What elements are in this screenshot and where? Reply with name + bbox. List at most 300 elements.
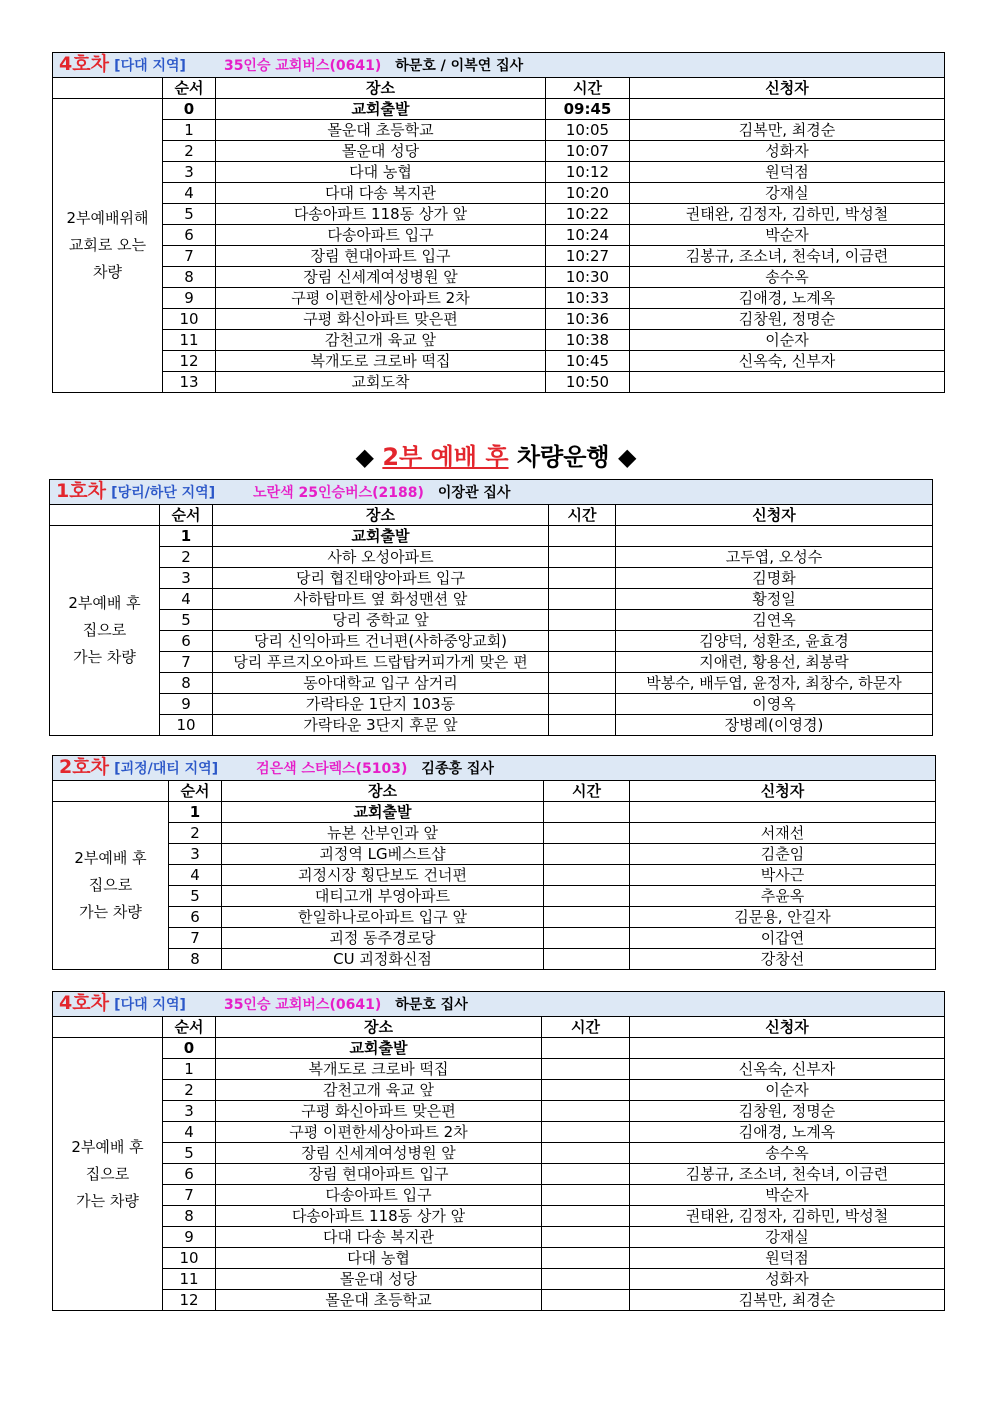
section-title-highlight: 2부 예배 후	[382, 443, 509, 471]
schedule-table	[52, 52, 945, 393]
row-applicant: 박사근	[630, 865, 936, 886]
table-row	[50, 715, 933, 736]
row-time	[542, 1248, 630, 1269]
column-header-time: 시간	[542, 1017, 630, 1038]
row-applicant: 박봉수, 배두엽, 윤정자, 최창수, 하문자	[616, 673, 933, 694]
row-time: 10:05	[546, 120, 630, 141]
row-place: 다송아파트 입구	[216, 1185, 542, 1206]
table-header-row	[53, 53, 945, 78]
table-row	[53, 1248, 945, 1269]
row-place: 교회도착	[216, 372, 546, 393]
table-row	[53, 120, 945, 141]
column-header-place: 장소	[216, 1017, 542, 1038]
row-order: 10	[163, 309, 216, 330]
group-label-line: 가는 차량	[79, 903, 142, 921]
table-header-row	[53, 756, 936, 781]
row-order: 1	[163, 120, 216, 141]
column-header-row	[50, 505, 933, 526]
table-row	[50, 526, 933, 547]
row-order: 7	[163, 246, 216, 267]
table-row	[53, 351, 945, 372]
row-place: 교회출발	[216, 99, 546, 120]
schedule-table-car2	[52, 755, 935, 970]
row-applicant	[630, 1038, 945, 1059]
table-row	[53, 141, 945, 162]
schedule-table	[52, 755, 936, 970]
table-row	[53, 802, 936, 823]
row-place: 몰운대 성당	[216, 141, 546, 162]
row-order: 5	[160, 610, 213, 631]
row-place: 당리 푸르지오아파트 드랍탑커피가게 맞은 편	[213, 652, 549, 673]
schedule-table-car4-morning	[52, 52, 944, 393]
table-row	[50, 631, 933, 652]
column-header-blank	[53, 78, 163, 99]
table-row	[50, 589, 933, 610]
row-time	[544, 907, 630, 928]
column-header-applicant: 신청자	[630, 78, 945, 99]
table-row	[53, 162, 945, 183]
row-order: 9	[160, 694, 213, 715]
row-time	[544, 802, 630, 823]
schedule-table	[52, 991, 945, 1311]
row-time	[542, 1269, 630, 1290]
row-order: 8	[163, 1206, 216, 1227]
row-applicant: 이영옥	[616, 694, 933, 715]
driver-label: 이장관 집사	[437, 485, 511, 501]
row-time: 10:38	[546, 330, 630, 351]
row-applicant: 김복만, 최경순	[630, 120, 945, 141]
column-header-time: 시간	[549, 505, 616, 526]
table-row	[53, 1227, 945, 1248]
row-time: 10:30	[546, 267, 630, 288]
driver-label: 김종홍 집사	[421, 761, 494, 777]
row-applicant: 김봉규, 조소녀, 천숙녀, 이금련	[630, 1164, 945, 1185]
group-label-line: 집으로	[82, 621, 127, 639]
table-row	[53, 204, 945, 225]
row-place: 당리 협진태양아파트 입구	[213, 568, 549, 589]
car-number: 4호차	[59, 992, 109, 1014]
table-row	[53, 844, 936, 865]
table-header	[53, 992, 945, 1017]
row-place: 동아대학교 입구 삼거리	[213, 673, 549, 694]
row-place: 다대 다송 복지관	[216, 183, 546, 204]
row-order: 10	[163, 1248, 216, 1269]
table-row	[50, 547, 933, 568]
row-order: 0	[163, 99, 216, 120]
row-applicant: 추윤옥	[630, 886, 936, 907]
row-time	[544, 865, 630, 886]
row-time: 10:07	[546, 141, 630, 162]
row-order: 4	[160, 589, 213, 610]
row-order: 10	[160, 715, 213, 736]
row-applicant: 권태완, 김정자, 김하민, 박성철	[630, 1206, 945, 1227]
row-applicant: 김창원, 정명순	[630, 1101, 945, 1122]
row-place: 장림 현대아파트 입구	[216, 246, 546, 267]
table-row	[53, 865, 936, 886]
row-applicant: 이순자	[630, 330, 945, 351]
row-place: 교회출발	[222, 802, 544, 823]
column-header-time: 시간	[546, 78, 630, 99]
row-order: 9	[163, 288, 216, 309]
row-order: 3	[160, 568, 213, 589]
row-time	[549, 673, 616, 694]
table-row	[53, 823, 936, 844]
group-label-line: 교회로 오는	[68, 236, 147, 254]
row-time	[549, 526, 616, 547]
row-order: 7	[169, 928, 222, 949]
row-place: 가락타운 3단지 후문 앞	[213, 715, 549, 736]
row-place: 복개도로 크로바 떡집	[216, 1059, 542, 1080]
table-row	[53, 907, 936, 928]
group-label-line: 집으로	[88, 876, 133, 894]
group-label	[50, 526, 160, 736]
area-label: [다대 지역]	[114, 58, 186, 74]
schedule-table	[49, 479, 933, 736]
row-time	[549, 652, 616, 673]
group-label-line: 2부예배 후	[74, 849, 147, 867]
row-applicant: 김봉규, 조소녀, 천숙녀, 이금련	[630, 246, 945, 267]
row-place: 장림 현대아파트 입구	[216, 1164, 542, 1185]
driver-label: 하문호 / 이복연 집사	[395, 58, 524, 74]
row-applicant: 김애경, 노계옥	[630, 1122, 945, 1143]
vehicle-label: 노란색 25인승버스(2188)	[253, 485, 424, 501]
row-place: 당리 중학교 앞	[213, 610, 549, 631]
table-row	[53, 1122, 945, 1143]
table-row	[50, 673, 933, 694]
row-place: 교회출발	[216, 1038, 542, 1059]
row-place: 다대 다송 복지관	[216, 1227, 542, 1248]
column-header-order: 순서	[163, 78, 216, 99]
schedule-table-car1	[49, 479, 932, 736]
column-header-place: 장소	[222, 781, 544, 802]
table-header	[53, 756, 936, 781]
row-time: 10:24	[546, 225, 630, 246]
group-label-line: 2부예배 후	[68, 594, 141, 612]
row-time	[542, 1227, 630, 1248]
car-number: 1호차	[56, 480, 106, 502]
section-title-rest: 차량운행	[516, 443, 610, 471]
group-label-line: 2부예배 후	[71, 1137, 144, 1156]
row-place: 다송아파트 입구	[216, 225, 546, 246]
row-place: 한일하나로아파트 입구 앞	[222, 907, 544, 928]
row-order: 1	[160, 526, 213, 547]
row-order: 3	[163, 162, 216, 183]
column-header-place: 장소	[216, 78, 546, 99]
row-order: 3	[169, 844, 222, 865]
table-row	[53, 886, 936, 907]
row-applicant: 김연옥	[616, 610, 933, 631]
row-place: 당리 신익아파트 건너편(사하중앙교회)	[213, 631, 549, 652]
row-order: 6	[160, 631, 213, 652]
table-row	[53, 928, 936, 949]
row-place: 구평 이편한세상아파트 2차	[216, 288, 546, 309]
row-applicant: 지애련, 황용선, 최봉락	[616, 652, 933, 673]
row-place: 사하탑마트 옆 화성맨션 앞	[213, 589, 549, 610]
row-order: 5	[163, 1143, 216, 1164]
group-label-line: 가는 차량	[73, 648, 136, 666]
table-row	[53, 1101, 945, 1122]
table-row	[53, 1206, 945, 1227]
row-place: 괴정시장 횡단보도 건너편	[222, 865, 544, 886]
row-order: 12	[163, 351, 216, 372]
row-time	[549, 694, 616, 715]
row-applicant: 고두엽, 오성수	[616, 547, 933, 568]
vehicle-label: 35인승 교회버스(0641)	[223, 997, 382, 1013]
row-order: 2	[169, 823, 222, 844]
row-applicant: 김춘임	[630, 844, 936, 865]
row-time: 10:27	[546, 246, 630, 267]
row-order: 1	[169, 802, 222, 823]
row-applicant: 김양덕, 성환조, 윤효경	[616, 631, 933, 652]
area-label: [괴정/대티 지역]	[114, 761, 219, 777]
row-time	[549, 547, 616, 568]
row-order: 2	[163, 1080, 216, 1101]
row-applicant: 신옥숙, 신부자	[630, 351, 945, 372]
row-applicant: 강창선	[630, 949, 936, 970]
column-header-row	[53, 78, 945, 99]
row-place: 감천고개 육교 앞	[216, 330, 546, 351]
column-header-place: 장소	[213, 505, 549, 526]
table-row	[53, 246, 945, 267]
table-row	[53, 183, 945, 204]
row-place: 가락타운 1단지 103동	[213, 694, 549, 715]
row-applicant: 김애경, 노계옥	[630, 288, 945, 309]
row-order: 6	[163, 1164, 216, 1185]
table-header	[53, 53, 945, 78]
row-time	[542, 1101, 630, 1122]
row-order: 8	[160, 673, 213, 694]
row-place: 교회출발	[213, 526, 549, 547]
row-place: 몰운대 초등학교	[216, 120, 546, 141]
row-place: 뉴본 산부인과 앞	[222, 823, 544, 844]
group-label-line: 집으로	[85, 1164, 130, 1183]
table-row	[53, 267, 945, 288]
area-label: [당리/하단 지역]	[111, 485, 216, 501]
row-applicant: 박순자	[630, 1185, 945, 1206]
row-applicant: 강재실	[630, 1227, 945, 1248]
diamond-left-icon: ◆	[355, 443, 374, 471]
row-applicant: 장병례(이영경)	[616, 715, 933, 736]
row-order: 8	[169, 949, 222, 970]
row-time	[544, 928, 630, 949]
row-applicant	[630, 99, 945, 120]
row-place: 몰운대 초등학교	[216, 1290, 542, 1311]
row-order: 2	[160, 547, 213, 568]
column-header-applicant: 신청자	[616, 505, 933, 526]
row-applicant: 박순자	[630, 225, 945, 246]
row-order: 4	[163, 1122, 216, 1143]
row-time	[549, 715, 616, 736]
row-place: 구평 이편한세상아파트 2차	[216, 1122, 542, 1143]
row-applicant: 김문용, 안길자	[630, 907, 936, 928]
row-applicant: 성화자	[630, 1269, 945, 1290]
table-header	[50, 480, 933, 505]
group-label	[53, 1038, 163, 1311]
table-row	[53, 949, 936, 970]
row-order: 11	[163, 330, 216, 351]
row-place: 대티고개 부영아파트	[222, 886, 544, 907]
row-place: 다송아파트 118동 상가 앞	[216, 204, 546, 225]
row-time	[549, 631, 616, 652]
column-header-blank	[50, 505, 160, 526]
table-row	[50, 694, 933, 715]
table-row	[53, 99, 945, 120]
row-order: 7	[160, 652, 213, 673]
row-order: 1	[163, 1059, 216, 1080]
row-time	[542, 1290, 630, 1311]
row-order: 4	[169, 865, 222, 886]
row-place: 다대 농협	[216, 162, 546, 183]
row-applicant: 송수옥	[630, 1143, 945, 1164]
row-place: 다송아파트 118동 상가 앞	[216, 1206, 542, 1227]
table-row	[53, 288, 945, 309]
column-header-order: 순서	[163, 1017, 216, 1038]
row-applicant	[630, 372, 945, 393]
row-time	[542, 1206, 630, 1227]
row-applicant: 원덕점	[630, 162, 945, 183]
row-order: 6	[163, 225, 216, 246]
row-order: 12	[163, 1290, 216, 1311]
table-row	[53, 309, 945, 330]
table-row	[50, 568, 933, 589]
row-time: 10:20	[546, 183, 630, 204]
row-place: 다대 농협	[216, 1248, 542, 1269]
table-row	[53, 1185, 945, 1206]
vehicle-label: 검은색 스타렉스(5103)	[256, 761, 408, 777]
row-applicant: 서재선	[630, 823, 936, 844]
row-place: 장림 신세계여성병원 앞	[216, 1143, 542, 1164]
row-time	[549, 589, 616, 610]
row-place: 복개도로 크로바 떡집	[216, 351, 546, 372]
row-applicant: 김창원, 정명순	[630, 309, 945, 330]
row-order: 5	[163, 204, 216, 225]
row-time: 10:12	[546, 162, 630, 183]
row-time	[542, 1122, 630, 1143]
row-place: 사하 오성아파트	[213, 547, 549, 568]
table-row	[53, 372, 945, 393]
row-place: 구평 화신아파트 맞은편	[216, 1101, 542, 1122]
row-order: 2	[163, 141, 216, 162]
row-order: 11	[163, 1269, 216, 1290]
row-time	[544, 886, 630, 907]
table-header-row	[53, 992, 945, 1017]
row-applicant: 황정일	[616, 589, 933, 610]
group-label	[53, 99, 163, 393]
row-time	[544, 823, 630, 844]
column-header-applicant: 신청자	[630, 781, 936, 802]
area-label: [다대 지역]	[114, 997, 186, 1013]
row-time	[542, 1059, 630, 1080]
row-place: 장림 신세계여성병원 앞	[216, 267, 546, 288]
row-time	[549, 610, 616, 631]
row-applicant	[616, 526, 933, 547]
row-applicant: 김복만, 최경순	[630, 1290, 945, 1311]
row-time: 10:50	[546, 372, 630, 393]
group-label-line: 차량	[93, 263, 122, 281]
row-order: 5	[169, 886, 222, 907]
row-time: 10:33	[546, 288, 630, 309]
column-header-order: 순서	[169, 781, 222, 802]
row-place: 몰운대 성당	[216, 1269, 542, 1290]
row-time	[549, 568, 616, 589]
column-header-row	[53, 781, 936, 802]
car-number: 2호차	[59, 756, 109, 778]
group-label-line: 가는 차량	[76, 1191, 139, 1210]
row-time	[542, 1164, 630, 1185]
column-header-order: 순서	[160, 505, 213, 526]
column-header-applicant: 신청자	[630, 1017, 945, 1038]
group-label-line: 2부예배위해	[66, 209, 149, 227]
row-place: 감천고개 육교 앞	[216, 1080, 542, 1101]
row-place: 구평 화신아파트 맞은편	[216, 309, 546, 330]
row-applicant: 성화자	[630, 141, 945, 162]
schedule-table-car4-return	[52, 991, 944, 1311]
row-applicant: 신옥숙, 신부자	[630, 1059, 945, 1080]
row-time	[544, 844, 630, 865]
row-order: 0	[163, 1038, 216, 1059]
driver-label: 하문호 집사	[395, 997, 468, 1013]
table-row	[53, 1164, 945, 1185]
row-time	[542, 1185, 630, 1206]
table-row	[53, 1290, 945, 1311]
column-header-blank	[53, 781, 169, 802]
row-order: 13	[163, 372, 216, 393]
table-row	[50, 610, 933, 631]
row-time	[542, 1038, 630, 1059]
column-header-row	[53, 1017, 945, 1038]
row-time	[542, 1143, 630, 1164]
row-order: 9	[163, 1227, 216, 1248]
row-applicant: 김명화	[616, 568, 933, 589]
row-order: 8	[163, 267, 216, 288]
row-applicant: 이순자	[630, 1080, 945, 1101]
column-header-time: 시간	[544, 781, 630, 802]
row-time	[544, 949, 630, 970]
row-time: 09:45	[546, 99, 630, 120]
row-applicant: 송수옥	[630, 267, 945, 288]
table-row	[53, 1059, 945, 1080]
column-header-blank	[53, 1017, 163, 1038]
diamond-right-icon: ◆	[617, 443, 637, 471]
table-row	[53, 330, 945, 351]
row-order: 6	[169, 907, 222, 928]
row-place: 괴정 동주경로당	[222, 928, 544, 949]
row-order: 3	[163, 1101, 216, 1122]
vehicle-label: 35인승 교회버스(0641)	[223, 58, 382, 74]
row-time: 10:22	[546, 204, 630, 225]
row-order: 4	[163, 183, 216, 204]
row-time	[542, 1080, 630, 1101]
row-place: 괴정역 LG베스트샵	[222, 844, 544, 865]
car-number: 4호차	[59, 53, 109, 75]
table-row	[53, 1080, 945, 1101]
section-title	[0, 437, 992, 472]
row-applicant: 강재실	[630, 183, 945, 204]
row-order: 7	[163, 1185, 216, 1206]
row-time: 10:45	[546, 351, 630, 372]
table-row	[53, 225, 945, 246]
group-label	[53, 802, 169, 970]
row-place: CU 괴정화신점	[222, 949, 544, 970]
row-applicant: 권태완, 김정자, 김하민, 박성철	[630, 204, 945, 225]
row-applicant: 원덕점	[630, 1248, 945, 1269]
table-row	[50, 652, 933, 673]
table-header-row	[50, 480, 933, 505]
row-applicant	[630, 802, 936, 823]
row-applicant: 이갑연	[630, 928, 936, 949]
row-time: 10:36	[546, 309, 630, 330]
table-row	[53, 1143, 945, 1164]
